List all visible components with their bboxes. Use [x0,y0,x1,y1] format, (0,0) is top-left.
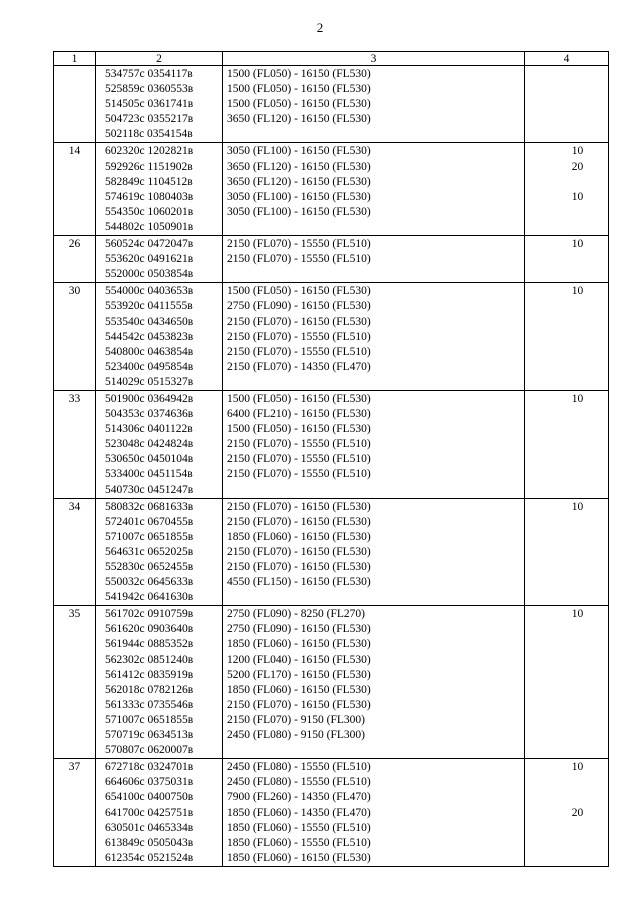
value-line [547,330,608,345]
value-line [547,637,608,652]
coordinate-line: 630501с 0465334в [105,821,194,834]
value-line [547,422,608,437]
altitude-range-line: 2150 (FL070) - 15550 (FL510) [227,330,371,343]
altitude-range-cell [223,759,525,867]
group-number: 26 [68,238,81,251]
altitude-range-line: 2450 (FL080) - 15550 (FL510) [227,761,371,774]
table-row [54,606,609,759]
coordinate-line: 504723с 0355217в [105,113,194,126]
altitude-range-line: 1850 (FL060) - 14350 (FL470) [227,806,371,819]
value-cell [525,606,609,759]
coordinate-line: 514505с 0361741в [105,98,194,111]
altitude-range-line [227,590,524,605]
coordinate-line: 523048с 0424824в [105,438,194,451]
value-line [547,821,608,836]
coordinate-line: 561702с 0910759в [105,608,194,621]
header-row [54,52,609,66]
altitude-range-line: 1500 (FL050) - 16150 (FL530) [227,285,371,298]
coordinate-line: 570807с 0620007в [105,744,194,757]
altitude-range-line: 2150 (FL070) - 16150 (FL530) [227,500,371,513]
value-line [547,267,608,282]
coordinate-line: 562018с 0782126в [105,683,194,696]
group-number: 30 [68,285,81,298]
altitude-range-line: 2150 (FL070) - 9150 (FL300) [227,713,365,726]
altitude-range-cell [223,66,525,143]
coordinate-line: 514029с 0515327в [105,375,194,388]
altitude-range-line: 1200 (FL040) - 16150 (FL530) [227,653,371,666]
coordinate-line: 570719с 0634513в [105,729,194,742]
value-cell [525,498,609,606]
coordinate-line: 564631с 0652025в [105,545,194,558]
coordinate-line: 560524с 0472047в [105,238,194,251]
value-line [547,775,608,790]
coordinate-line: 641700с 0425751в [105,806,194,819]
coordinate-line: 552000с 0503854в [105,268,194,281]
value-line [547,360,608,375]
value-line [547,575,608,590]
coordinate-line: 612354с 0521524в [105,851,194,864]
altitude-range-line: 1500 (FL050) - 16150 (FL530) [227,98,371,111]
altitude-range-line: 3050 (FL100) - 16150 (FL530) [227,205,371,218]
value-line [547,743,608,758]
altitude-range-cell [223,236,525,283]
coordinate-line: 540730с 0451247в [105,483,194,496]
coordinate-line: 554000с 0403653в [105,285,194,298]
altitude-range-line: 3650 (FL120) - 16150 (FL530) [227,160,371,173]
coordinate-line: 664606с 0375031в [105,776,194,789]
table-row [54,390,609,498]
value-cell [525,66,609,143]
altitude-range-line: 4550 (FL150) - 16150 (FL530) [227,576,371,589]
altitude-range-line: 2150 (FL070) - 16150 (FL530) [227,515,371,528]
altitude-range-line: 2450 (FL080) - 15550 (FL510) [227,776,371,789]
value-line: 20 [571,160,584,173]
coordinate-line: 561412с 0835919в [105,668,194,681]
value-line [547,112,608,127]
value-line: 10 [571,285,584,298]
value-line: 10 [571,145,584,158]
coordinate-line: 552830с 0652455в [105,561,194,573]
value-line: 10 [571,608,584,621]
group-number: 34 [68,500,81,513]
altitude-range-cell [223,390,525,498]
value-line [547,790,608,805]
group-number-cell [54,236,96,283]
value-line [547,515,608,530]
header-col-3: 3 [223,52,525,66]
group-number-cell [54,498,96,606]
altitude-range-line: 3050 (FL100) - 16150 (FL530) [227,145,371,158]
altitude-range-line: 3650 (FL120) - 16150 (FL530) [227,113,371,126]
altitude-range-line: 1500 (FL050) - 16150 (FL530) [227,83,371,96]
altitude-range-line: 2450 (FL080) - 9150 (FL300) [227,729,365,742]
altitude-range-line [227,375,524,390]
value-line [547,836,608,851]
group-number: 35 [68,608,81,621]
group-number-cell [54,143,96,236]
value-cell [525,236,609,283]
value-line [547,97,608,112]
altitude-range-line: 6400 (FL210) - 16150 (FL530) [227,408,371,421]
altitude-range-line: 1500 (FL050) - 16150 (FL530) [227,392,371,405]
value-line [547,375,608,390]
altitude-range-line: 7900 (FL260) - 14350 (FL470) [227,791,371,804]
coordinate-line: 562302с 0851240в [105,653,194,666]
altitude-range-line: 2150 (FL070) - 15550 (FL510) [227,468,371,481]
value-line [547,698,608,713]
group-number-cell [54,390,96,498]
altitude-range-line: 2150 (FL070) - 14350 (FL470) [227,360,371,373]
value-line [547,530,608,545]
altitude-range-cell [223,143,525,236]
altitude-range-line: 1850 (FL060) - 15550 (FL510) [227,836,371,849]
coordinate-line: 523400с 0495854в [105,360,194,373]
altitude-range-line [227,127,524,142]
table-body [54,66,609,867]
altitude-range-line: 1850 (FL060) - 15550 (FL510) [227,821,371,834]
coordinates-cell [96,283,223,391]
coordinate-line: 613849с 0505043в [105,836,194,849]
coordinates-cell [96,143,223,236]
value-line: 10 [571,392,584,405]
value-line: 10 [571,500,584,513]
value-line [547,467,608,482]
value-line: 10 [571,190,584,203]
group-number-cell [54,759,96,867]
altitude-range-line: 2750 (FL090) - 16150 (FL530) [227,623,371,636]
altitude-range-line: 3050 (FL100) - 16150 (FL530) [227,190,371,203]
value-line [547,728,608,743]
altitude-range-line: 2150 (FL070) - 16150 (FL530) [227,698,371,711]
group-number: 37 [68,761,81,774]
value-line [547,175,608,190]
altitude-range-line: 2150 (FL070) - 16150 (FL530) [227,315,371,328]
coordinates-cell [96,606,223,759]
table-row [54,66,609,143]
altitude-range-line: 2150 (FL070) - 15550 (FL510) [227,438,371,451]
value-line [547,851,608,866]
altitude-range-line [227,483,524,498]
coordinate-line: 544802с 1050901в [105,220,194,233]
altitude-range-line [227,220,524,235]
altitude-range-line: 2150 (FL070) - 15550 (FL510) [227,238,371,251]
coordinate-line: 592926с 1151902в [105,160,193,173]
header-col-4: 4 [525,52,609,66]
coordinate-line: 553620с 0491621в [105,253,194,266]
value-line [547,205,608,220]
group-number: 14 [68,145,81,158]
coordinate-line: 550032с 0645633в [105,576,194,589]
coordinate-line: 571007с 0651855в [105,713,194,726]
value-line: 10 [571,761,584,774]
coordinate-line: 571007с 0651855в [105,530,194,543]
value-line [547,452,608,467]
table-row [54,283,609,391]
page-number: 2 [316,20,324,35]
altitude-range-cell [223,283,525,391]
coordinate-line: 501900с 0364942в [105,392,194,405]
coordinate-line: 561333с 0735546в [105,698,194,711]
altitude-range-line: 2150 (FL070) - 15550 (FL510) [227,253,371,266]
coordinate-line: 553920с 0411555в [105,300,193,313]
coordinate-line: 572401с 0670455в [105,515,194,528]
altitude-range-line: 2150 (FL070) - 15550 (FL510) [227,345,371,358]
data-table [53,51,609,867]
coordinate-line: 502118с 0354154в [105,128,193,141]
value-line [547,713,608,728]
coordinate-line: 533400с 0451154в [105,468,193,481]
value-line [547,590,608,605]
coordinate-line: 525859с 0360553в [105,83,194,96]
header-col-1: 1 [54,52,96,66]
value-line [547,622,608,637]
group-number-cell [54,283,96,391]
coordinate-line: 514306с 0401122в [105,423,193,436]
coordinate-line: 534757с 0354117в [105,68,193,80]
altitude-range-line [227,743,524,758]
value-line [547,407,608,422]
altitude-range-line: 2150 (FL070) - 15550 (FL510) [227,453,371,466]
coordinate-line: 553540с 0434650в [105,315,194,328]
value-line [547,315,608,330]
value-line [547,127,608,142]
altitude-range-line: 1850 (FL060) - 16150 (FL530) [227,638,371,651]
value-cell [525,283,609,391]
table-row [54,143,609,236]
altitude-range-line: 1850 (FL060) - 16150 (FL530) [227,851,371,864]
coordinate-line: 530650с 0450104в [105,453,194,466]
coordinate-line: 504353с 0374636в [105,408,194,421]
altitude-range-line: 2750 (FL090) - 8250 (FL270) [227,608,365,621]
coordinate-line: 574619с 1080403в [105,190,194,203]
altitude-range-line: 2750 (FL090) - 16150 (FL530) [227,300,371,313]
value-line [547,545,608,560]
value-cell [525,759,609,867]
value-line: 10 [571,238,584,251]
coordinate-line: 541942с 0641630в [105,591,194,604]
header-col-2: 2 [96,52,223,66]
value-line [547,67,608,82]
value-line [547,668,608,683]
coordinate-line: 602320с 1202821в [105,145,194,158]
value-line: 20 [571,806,584,819]
value-line [547,483,608,498]
table-row [54,236,609,283]
altitude-range-line: 5200 (FL170) - 16150 (FL530) [227,668,371,681]
coordinate-line: 554350с 1060201в [105,205,194,218]
altitude-range-line: 1500 (FL050) - 16150 (FL530) [227,68,371,80]
value-cell [525,390,609,498]
group-number: 33 [68,392,81,405]
altitude-range-line: 1850 (FL060) - 16150 (FL530) [227,530,371,543]
coordinates-cell [96,390,223,498]
value-line [547,560,608,575]
altitude-range-line [227,267,524,282]
coordinate-line: 561944с 0885352в [105,638,194,651]
group-number-cell [54,606,96,759]
coordinates-cell [96,759,223,867]
altitude-range-line: 3650 (FL120) - 16150 (FL530) [227,175,371,188]
altitude-range-cell [223,498,525,606]
value-line [547,653,608,668]
coordinate-line: 672718с 0324701в [105,761,194,774]
group-number-cell [54,66,96,143]
value-line [547,82,608,97]
value-line [547,252,608,267]
altitude-range-line: 1850 (FL060) - 16150 (FL530) [227,683,371,696]
value-line [547,345,608,360]
value-cell [525,143,609,236]
value-line [547,220,608,235]
value-line [547,299,608,314]
coordinates-cell [96,498,223,606]
altitude-range-line: 1500 (FL050) - 16150 (FL530) [227,423,371,436]
table-row [54,759,609,867]
coordinate-line: 544542с 0453823в [105,330,194,343]
coordinates-cell [96,236,223,283]
coordinate-line: 540800с 0463854в [105,345,194,358]
coordinates-cell [96,66,223,143]
altitude-range-line: 2150 (FL070) - 16150 (FL530) [227,561,371,573]
table-row [54,498,609,606]
coordinate-line: 561620с 0903640в [105,623,194,636]
value-line [547,437,608,452]
value-line [547,683,608,698]
coordinate-line: 582849с 1104512в [105,175,193,188]
coordinate-line: 580832с 0681633в [105,500,194,513]
altitude-range-cell [223,606,525,759]
altitude-range-line: 2150 (FL070) - 16150 (FL530) [227,545,371,558]
coordinate-line: 654100с 0400750в [105,791,194,804]
